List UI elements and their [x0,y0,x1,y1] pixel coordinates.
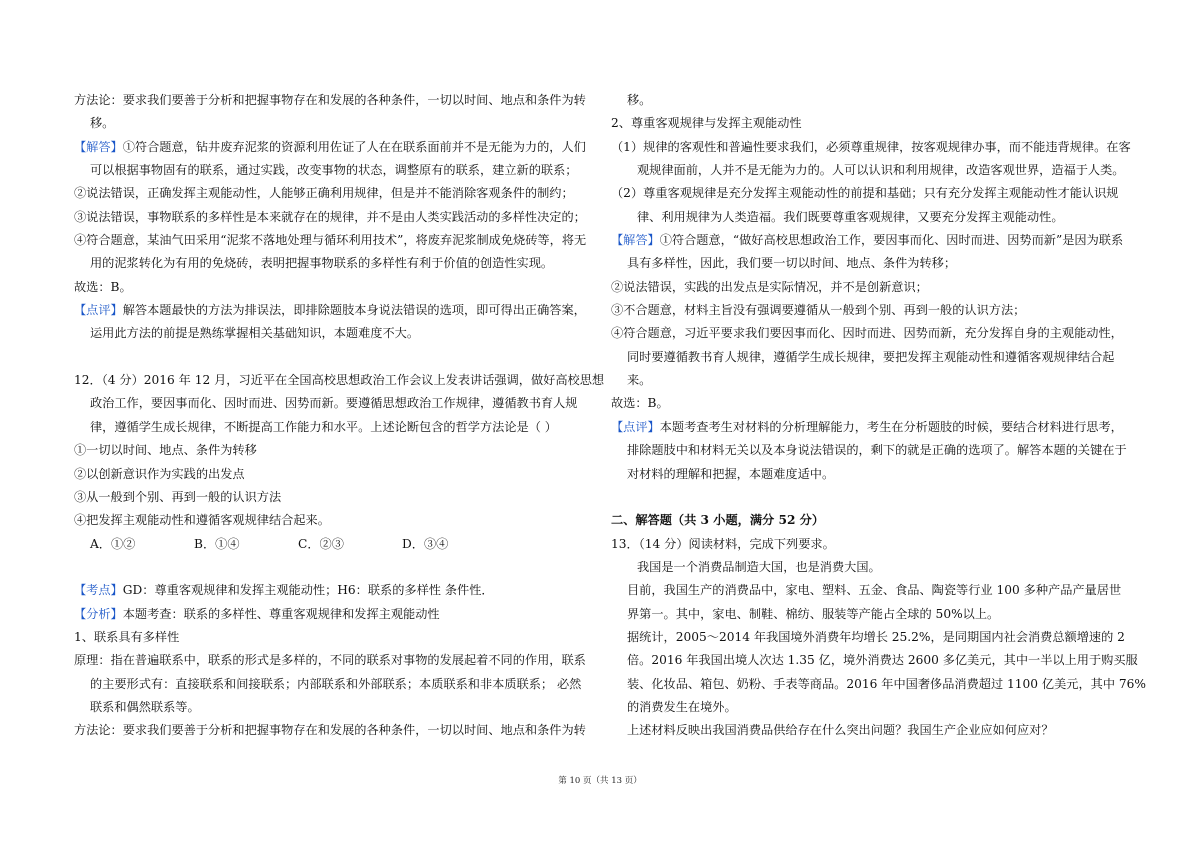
spacer [611,486,1131,509]
text-line: 政治工作，要因事而化、因时而进、因势而新。要遵循思想政治工作规律，遵循教书育人规 [90,396,578,411]
topic-line [74,579,594,602]
answer-tag: 【解答】 [611,233,660,248]
right-column [611,89,1146,743]
question-prompt: 上述材料反映出我国消费品供给存在什么突出问题？我国生产企业应如何应对？ [627,723,1054,738]
analysis-tag: 【分析】 [74,606,123,621]
topic-tag: 【考点】 [74,583,123,598]
text-line: 移。 [90,116,115,131]
text-line: 运用此方法的前提是熟练掌握相关基础知识，本题难度不大。 [90,326,420,341]
text-line: 具有多样性，因此，我们要一切以时间、地点、条件为转移； [627,256,957,271]
spacer [74,346,594,369]
text-line: 方法论：要求我们要善于分析和把握事物存在和发展的各种条件，一切以时间、地点和条件为转 [74,93,586,107]
text-line: ④符合题意，某油气田采用“泥浆不落地处理与循环利用技术”，将废弃泥浆制成免烧砖等，将无 [74,233,587,248]
text-span: 本题考查：联系的多样性、尊重客观规律和发挥主观能动性 [122,606,440,621]
text-line: 对材料的理解和把握，本题难度适中。 [627,466,835,481]
text-line: 用的泥浆转化为有用的免烧砖，表明把握事物联系的多样性有利于价值的创造性实现。 [90,256,554,271]
section-heading: 二、解答题（共 3 小题，满分 52 分） [611,513,825,528]
text-span: GD：尊重客观规律和发挥主观能动性；H6：联系的多样性 条件性． [122,583,494,598]
question-12-title: 12．（4 分）2016 年 12 月，习近平在全国高校思想政治工作会议上发表讲话强调，做好高校思想 [74,373,605,388]
material-line: 界第一。其中，家电、制鞋、棉纺、服装等产能占全球的 50%以上。 [627,606,1000,621]
material-line: 倍。2016 年我国出境人次达 1.35 亿，境外消费达 2600 多亿美元，其中一半以上用于购买服 [627,653,1138,668]
text-span: ①符合题意，钻井废弃泥浆的资源利用佐证了人在在联系面前并不是无能为力的，人们 [122,139,586,154]
answer-line [74,136,594,159]
text-line: 2、尊重客观规律与发挥主观能动性 [611,116,802,131]
review-line [74,299,594,322]
option-c: C．②③ [298,536,344,551]
text-line: ②说法错误，正确发挥主观能动性，人能够正确利用规律，但是并不能消除客观条件的制约； [74,186,574,201]
material-line: 据统计，2005～2014 年我国境外消费年均增长 25.2%，是同期国内社会消费总额增速的 2 [627,629,1125,644]
answer-tag: 【解答】 [74,139,123,154]
review-tag: 【点评】 [611,419,660,434]
text-line: ③从一般到个别、再到一般的认识方法 [74,489,282,504]
review-tag: 【点评】 [74,303,123,318]
text-line: 律、利用规律为人类造福。我们既要尊重客观规律，又要充分发挥主观能动性。 [637,209,1064,224]
text-line: 排除题肢中和材料无关以及本身说法错误的，剩下的就是正确的选项了。解答本题的关键在于 [627,443,1127,458]
material-line: 我国是一个消费品制造大国，也是消费大国。 [637,559,881,574]
text-span: 解答本题最快的方法为排误法，即排除题肢本身说法错误的选项，即可得出正确答案， [122,303,586,318]
material-line: 目前，我国生产的消费品中，家电、塑料、五金、食品、陶瓷等行业 100 多种产品产量居世 [627,583,1122,598]
text-line: 可以根据事物固有的联系，通过实践，改变事物的状态，调整原有的联系，建立新的联系； [90,163,578,178]
spacer [74,556,594,579]
option-b: B．①④ [194,536,240,551]
text-line: ①一切以时间、地点、条件为转移 [74,443,257,458]
left-column [74,89,605,743]
option-a: A．①② [90,536,136,551]
text-line: （2）尊重客观规律是充分发挥主观能动性的前提和基础；只有充分发挥主观能动性才能认识规 [611,186,1119,201]
text-line: 同时要遵循教书育人规律，遵循学生成长规律，要把发挥主观能动性和遵循客观规律结合起 [627,349,1115,364]
text-line: 的主要形式有：直接联系和间接联系；内部联系和外部联系；本质联系和非本质联系； 必然 [90,676,582,691]
page-number: 第 10 页（共 13 页） [558,776,642,786]
text-line: ④符合题意，习近平要求我们要因事而化、因时而进、因势而新，充分发挥自身的主观能动性， [611,326,1123,341]
question-13-title: 13．（14 分）阅读材料，完成下列要求。 [611,536,835,551]
analysis-line [74,603,594,626]
text-line: 移。 [627,93,652,107]
text-line: 来。 [627,373,652,388]
text-line: 原理：指在普遍联系中，联系的形式是多样的，不同的联系对事物的发展起着不同的作用，联系 [74,653,586,668]
text-line: 律，遵循学生成长规律，不断提高工作能力和水平。上述论断包含的哲学方法论是（ ） [90,419,557,434]
text-line: ④把发挥主观能动性和遵循客观规律结合起来。 [74,513,330,528]
review-line [611,416,1131,439]
text-line: 故选：B。 [611,396,669,411]
text-span: ①符合题意，“做好高校思想政治工作，要因事而化、因时而进、因势而新”是因为联系 [659,233,1124,248]
text-line: ②说法错误，实践的出发点是实际情况，并不是创新意识； [611,279,928,294]
text-line: 方法论：要求我们要善于分析和把握事物存在和发展的各种条件，一切以时间、地点和条件为转 [74,723,586,738]
material-line: 的消费发生在境外。 [627,699,737,714]
text-line: ③不合题意，材料主旨没有强调要遵循从一般到个别、再到一般的认识方法； [611,303,1026,318]
text-line: 观规律面前，人并不是无能为力的。人可以认识和利用规律，改造客观世界，造福于人类。 [637,163,1125,178]
answer-options [74,533,594,556]
material-line: 装、化妆品、箱包、奶粉、手表等商品。2016 年中国奢侈品消费超过 1100 亿美元，其中 76% [627,676,1146,691]
answer-line [611,229,1131,252]
text-span: 本题考查考生对材料的分析理解能力，考生在分析题肢的时候，要结合材料进行思考， [659,419,1123,434]
text-line: （1）规律的客观性和普遍性要求我们，必须尊重规律，按客观规律办事，而不能违背规律。在客 [611,139,1131,154]
text-line: 故选：B。 [74,279,132,294]
text-line: ②以创新意识作为实践的出发点 [74,466,245,481]
text-line: 联系和偶然联系等。 [90,699,200,714]
text-line: ③说法错误，事物联系的多样性是本来就存在的规律，并不是由人类实践活动的多样性决定的； [74,209,586,224]
text-line: 1、联系具有多样性 [74,629,180,644]
option-d: D．③④ [402,536,449,551]
